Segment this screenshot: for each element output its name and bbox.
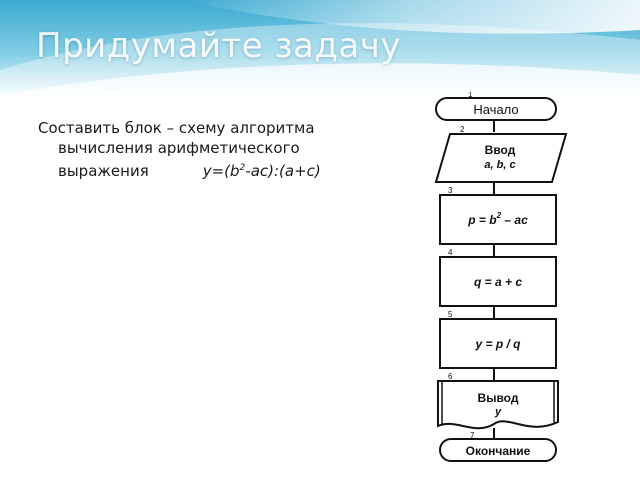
flowchart [408, 92, 594, 472]
block-4-label: q = a + c [473, 275, 523, 289]
block-6-label: Вывод [477, 391, 519, 405]
task-text [38, 118, 378, 181]
slide-subtitle: пр с [80, 84, 128, 109]
block-7-label: Окончание [465, 444, 531, 458]
block-4-number: 4 [448, 248, 453, 257]
formula-post: -ac):(a+c) [245, 162, 321, 180]
block-3-text: p = b [468, 213, 497, 227]
block-5-label: y = p / q [475, 337, 521, 351]
task-line-3-text: выражения [58, 162, 149, 180]
block-5-number: 5 [448, 310, 453, 319]
block-7-number: 7 [470, 431, 475, 440]
block-1-label: Начало [473, 102, 519, 117]
flow-block-start [436, 92, 556, 120]
block-3-number: 3 [448, 186, 453, 195]
formula-exponent: 2 [239, 163, 246, 173]
block-6-var: y [494, 406, 502, 418]
task-line-2: вычисления арифметического [58, 139, 300, 157]
block-3-exponent: 2 [496, 211, 502, 220]
task-formula [203, 162, 321, 180]
block-2-vars: a, b, c [484, 159, 516, 171]
block-3-tail: – ac [501, 213, 528, 227]
flow-block-process-p [440, 186, 556, 244]
block-2-number: 2 [460, 125, 465, 134]
task-line-3 [38, 158, 378, 181]
block-1-number: 1 [468, 92, 473, 99]
flow-block-input [436, 125, 566, 182]
slide-title: Придумайте задачу [36, 26, 401, 66]
formula-pre: y=(b [202, 162, 240, 180]
flow-block-process-q [440, 248, 556, 306]
flow-block-output [438, 372, 558, 428]
block-2-label: Ввод [484, 143, 516, 157]
task-line-1: Составить блок – схему алгоритма [38, 119, 315, 137]
flow-block-process-y [440, 310, 556, 368]
flow-block-end [440, 431, 556, 461]
block-6-number: 6 [448, 372, 453, 381]
